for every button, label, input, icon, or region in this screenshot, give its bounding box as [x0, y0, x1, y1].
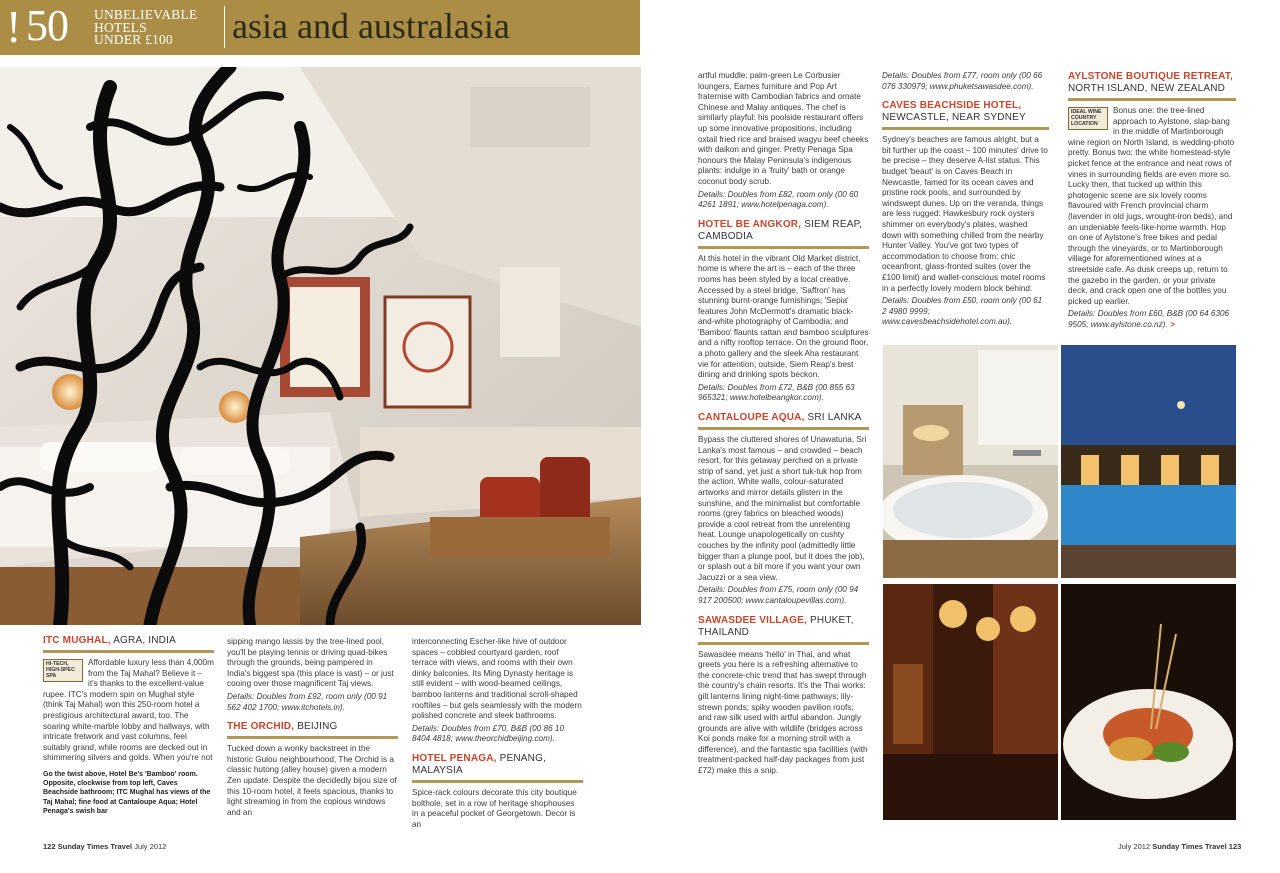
hotel-details — [1068, 309, 1236, 330]
column-orchid-continued-penaga — [412, 637, 583, 832]
hotel-body-text: Bypass the cluttered shores of Unawatuna, Sri Lanka's most famous – and crowded – beach resort, for this getaway perched on a private strip of sand, yet just a short tuk-tuk hop from the action. White walls, colour-saturated artworks and mirror details glisten in the sunshine, and the minimalist but comfortable rooms (grey fabrics on bleached woods) provide a cool retreat from the unrelenting heat. Lounge unapologetically on cushty couches by the infinity pool (admittedly little bigger than a plunge pool, but it does the job), or splash out a bit more if you want your own Jacuzzi or a sea view. — [698, 435, 867, 582]
hotel-body-text: Tucked down a wonky backstreet in the historic Gulou neighbourhood, The Orchid is a classic hutong (alley house) given a modern Zen update. Despite the decidedly bijou size of this 10-room hotel, it feels spacious, thanks to light streaming in from the copious windows and an — [227, 744, 397, 817]
hotel-body-text: At this hotel in the vibrant Old Market district, home is where the art is – each of the three rooms has been styled by a local creative. Accessed by a steel bridge, 'Saffron' has stunning burnt-orange furnishings; 'Sepia' features John McDermott's dramatic black-and-white photography of Cambodia; and 'Bamboo' flaunts rattan and bamboo sculptures and a nifty rooftop terrace. On the ground floor, a photo gallery and the sleek Aha restaurant vie for attention; outside, Siem Reap's best dining and drinking spots beckon. — [698, 253, 869, 380]
folio-left — [43, 842, 166, 851]
hotel-body-text: Affordable luxury less than 4,000m from the Taj Mahal? Believe it – it's thanks to the excellent-value rupee. ITC's modern spin on Mughal style (think Taj Mahal) won this 250-room hotel a prestigious architectural award, too. The soaring white-marble lobby and hallways, with intricate fretwork and vast columns, feel suitably grand, while rooms are decked out in shimmering silvers and golds. When you're not — [43, 658, 214, 763]
feature-badge: IDEAL WINE COUNTRY LOCATION — [1068, 107, 1108, 130]
header-divider — [224, 6, 225, 48]
hotel-location: PHUKET, THAILAND — [698, 614, 854, 638]
issue-date: July 2012 — [1118, 842, 1151, 851]
photo-caption: Go the twist above, Hotel Be's 'Bamboo' room. Opposite, clockwise from top left, Caves Beachside bathroom; ITC Mughal has views of the Taj Mahal; fine food at Cantaloupe Aqua; Hotel Penaga's swish bar — [43, 770, 211, 815]
hotel-penaga-bar-photo — [883, 584, 1058, 820]
hotel-name: ITC MUGHAL, — [43, 635, 111, 646]
cantaloupe-aqua-food-photo — [1061, 584, 1236, 820]
details-text: Details: Doubles from £60, B&B (00 64 6306 9505; www.aylstone.co.nz). — [1068, 309, 1230, 329]
bar-illustration — [883, 584, 1058, 820]
header-subtitle — [94, 9, 197, 47]
hotel-heading-sawasdee-village — [698, 615, 869, 645]
magazine-name: Sunday Times Travel — [57, 842, 133, 851]
section-title: asia and australasia — [232, 6, 510, 46]
hotel-name: CAVES BEACHSIDE HOTEL, — [882, 100, 1022, 112]
folio-right — [1118, 842, 1241, 851]
hotel-name: HOTEL BE ANGKOR, — [698, 218, 802, 230]
page-number: 122 — [43, 842, 56, 851]
caves-beachside-bathroom-photo — [883, 345, 1058, 578]
hotel-location: SIEM REAP, CAMBODIA — [698, 218, 863, 242]
hotel-location: BEIJING — [297, 721, 338, 733]
column-penaga-angkor-cantaloupe-sawasdee — [698, 71, 869, 779]
hotel-heading-cantaloupe-aqua — [698, 412, 869, 430]
header-exclamation: ! — [6, 1, 22, 52]
hotel-body-text: interconnecting Escher-like hive of outdoor spaces – cobbled courtyard garden, roof terrace with views, and rooms with their own dinky balconies. Its Ming Dynasty heritage is still evident – with wood-beamed ceilings, bamboo lanterns and traditional scroll-shaped rooftiles – but gels seamlessly with the modern polished concrete and sleek bathrooms. — [412, 637, 582, 721]
hotel-heading-hotel-be-angkor — [698, 219, 869, 249]
hotel-name: AYLSTONE BOUTIQUE RETREAT, — [1068, 71, 1234, 82]
hotel-body-text: Sawasdee means 'hello' in Thai, and what greets you here is a refreshing alternative to the concrete-chic trend that has swept through the country's chain resorts. It's the Thai works: gilt lanterns lining night-time pathways; lily-strewn ponds; spiky wooden pavilion roofs; and raw silk used with artful abandon. Jungly grounds are alive with wildlife (bridges across Koi ponds make for a morning stroll with a difference), and the fantastic spa facilities (with treatment-packed half-day packages from just £72) make this a snip. — [698, 649, 868, 776]
hotel-name: HOTEL PENAGA, — [412, 752, 497, 764]
hotel-body-text: Sydney's beaches are famous alright, but a bit further up the coast – 100 minutes' drive to be precise – they deserve A-list status. This budget 'beaut' is on Caves Beach in Newcastle, famed for its ocean caves and pristine rock pools, and surrounded by windswept dunes. Up on the veranda, things are less rugged: Hawkesbury rock oysters shimmer on everybody's plates, washed down with something chilled from the nearby Hunter Valley. You've got two types of accommodation to choose from: chic oceanfront, glass-fronted suites (over the £100 limit) and wallet-conscious motel rooms in a perfectly lovely modern block behind. — [882, 135, 1048, 293]
pool-night-illustration — [1061, 345, 1236, 578]
hotel-location: NEWCASTLE, NEAR SYDNEY — [882, 112, 1026, 124]
page-number: 123 — [1228, 842, 1242, 851]
hotel-name: CANTALOUPE AQUA, — [698, 412, 805, 424]
hotel-body-text: sipping mango lassis by the tree-lined pool, you'll be playing tennis or driving quad-bikes through the grounds, being pampered in India's biggest spa (this place is vast) – or just cooing over those magnificent Taj views. — [227, 637, 394, 689]
hotel-location: AGRA, INDIA — [113, 635, 176, 646]
hotel-location: NORTH ISLAND, NEW ZEALAND — [1068, 83, 1226, 94]
hotel-location: SRI LANKA — [807, 412, 862, 424]
hotel-location: PENANG, MALAYSIA — [412, 752, 547, 776]
hotel-body-text: artful muddle: palm-green Le Corbusier loungers, Eames furniture and Pop Art fraternise with Cambodian fabrics and ornate Chinese and Malay antiques. The chef is similarly playful: his poolside restaurant offers up some innovative propositions, including oxtail fried rice and braised wagyu beef cheeks with daikon and ginger. Pretty Penaga Spa honours the Malay Peninsula's indigenous plants: indulge in a 'fruity' bath or orange coconut body scrub. — [698, 71, 869, 186]
header-line-3: UNDER £100 — [94, 32, 173, 47]
column-itc-continued-orchid — [227, 637, 398, 820]
hotel-body-text: Bonus one: the tree-lined approach to Aylstone, slap-bang in the middle of Martinborough wine region on North Island, is wedding-photo pretty. Bonus two: the white homestead-style picket fence at the entrance and neat rows of vines in surrounding fields are even more so. Lucky then, that tucked up within this photogenic scene are six lovely rooms flavoured with French provincial charm (lavender in old jugs, wrought-iron beds), and an undeniable feels-like-home warmth. Hop on one of Aylstone's free bikes and pedal through the vineyards, or to Martinborough village for aforementioned wines at a streetside cafe. As dusk creeps up, return to the gazebo in the garden, or your private deck, and crack open one of the bottles you picked up earlier. — [1068, 106, 1235, 306]
hotel-body-text: Spice-rack colours decorate this city boutique bolthole, set in a row of heritage shophouses in a peaceful pocket of Georgetown. Decor is an — [412, 787, 577, 829]
hotel-be-bamboo-room-photo — [0, 67, 641, 625]
header-line-2: HOTELS — [94, 19, 147, 35]
hotel-details: Details: Doubles from £92, room only (00 91 562 402 1700; www.itchotels.in). — [227, 691, 388, 712]
feature-badge: HI-TECH, HIGH-SPEC SPA — [43, 659, 83, 682]
hotel-details: Details: Doubles from £77, room only (00 66 076 330979; www.phuketsawasdee.com). — [882, 71, 1043, 91]
column-sawasdee-caves — [882, 71, 1049, 330]
hotel-name: THE ORCHID, — [227, 721, 295, 733]
hotel-details: Details: Doubles from £75, room only (00 94 917 200500; www.cantaloupevillas.com). — [698, 585, 859, 605]
hotel-heading-the-orchid — [227, 721, 398, 739]
hotel-details: Details: Doubles from £70, B&B (00 86 10 8404 4818; www.theorchidbeijing.com). — [412, 723, 565, 744]
hotel-details: Details: Doubles from £72, B&B (00 855 63 965321; www.hotelbeangkor.com). — [698, 382, 855, 403]
continue-arrow: > — [1169, 319, 1175, 329]
hotel-heading-caves-beachside — [882, 100, 1049, 130]
hotel-heading-aylstone — [1068, 71, 1236, 101]
bathtub-illustration — [883, 345, 1058, 578]
magazine-name: Sunday Times Travel — [1152, 842, 1227, 851]
hotel-name: SAWASDEE VILLAGE, — [698, 614, 807, 626]
column-aylstone — [1068, 71, 1236, 332]
issue-date: July 2012 — [134, 842, 167, 851]
hotel-details: Details: Doubles from £82, room only (00 60 4261 1891; www.hotelpenaga.com). — [698, 189, 859, 210]
header-line-1: UNBELIEVABLE — [94, 7, 198, 22]
plated-dish-illustration — [1061, 584, 1236, 820]
header-number: 50 — [26, 1, 68, 50]
hotel-heading-itc-mughal — [43, 635, 214, 653]
itc-mughal-pool-photo — [1061, 345, 1236, 578]
hotel-details: Details: Doubles from £50, room only (00 61 2 4980 9999; www.cavesbeachsidehotel.com.au). — [882, 296, 1043, 327]
hotel-heading-hotel-penaga — [412, 753, 583, 783]
section-header — [0, 0, 640, 55]
column-itc-mughal — [43, 635, 214, 816]
bamboo-room-illustration — [0, 67, 641, 625]
